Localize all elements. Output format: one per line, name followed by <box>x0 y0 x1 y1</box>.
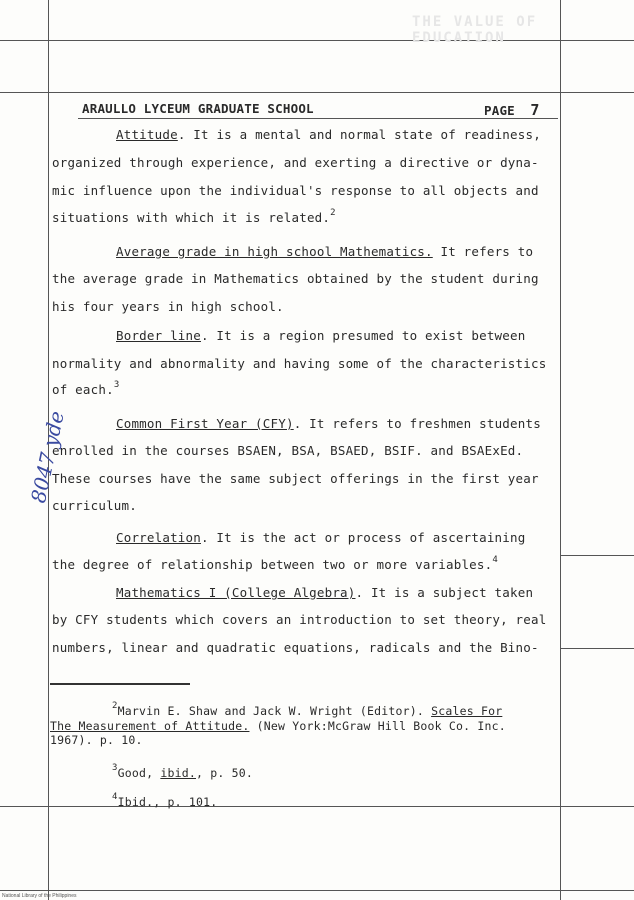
school-title: ARAULLO LYCEUM GRADUATE SCHOOL <box>82 101 314 116</box>
body-line: These courses have the same subject offerings in the first year <box>52 471 539 486</box>
body-line: numbers, linear and quadratic equations, radicals and the Bino- <box>52 640 539 655</box>
footnote-2-line-2: The Measurement of Attitude. (New York:McGraw Hill Book Co. Inc. <box>50 719 506 733</box>
handwritten-margin-note: 8047 yde <box>26 408 69 505</box>
body-line: Common First Year (CFY). It refers to freshmen students <box>116 416 541 431</box>
defined-term: Attitude <box>116 127 178 142</box>
defined-term: Border line <box>116 328 201 343</box>
body-line: enrolled in the courses BSAEN, BSA, BSAED, BSIF. and BSAExEd. <box>52 443 524 458</box>
footnote-ref: 3 <box>113 380 120 390</box>
body-line: Average grade in high school Mathematics. It refers to <box>116 244 534 259</box>
body-line: Attitude. It is a mental and normal state of readiness, <box>116 127 541 142</box>
right-margin-line <box>560 0 561 900</box>
right-rule-1 <box>560 555 634 556</box>
body-line: the average grade in Mathematics obtained by the student during <box>52 271 539 286</box>
body-line: situations with which it is related.$^2$ <box>52 208 336 225</box>
body-line: organized through experience, and exerting a directive or dyna- <box>52 155 539 170</box>
body-line: Mathematics I (College Algebra). It is a subject taken <box>116 585 534 600</box>
body-line: the degree of relationship between two or more variables.$^4$ <box>52 555 498 572</box>
bottom-rule <box>0 806 634 807</box>
page-number: 7 <box>530 101 540 119</box>
footnote-rule <box>50 683 190 685</box>
defined-term: Common First Year (CFY) <box>116 416 294 431</box>
defined-term: Average grade in high school Mathematics. <box>116 244 433 259</box>
body-line: Border line. It is a region presumed to exist between <box>116 328 526 343</box>
footnote-2-line-3: 1967). p. 10. <box>50 733 143 747</box>
library-credit: National Library of the Philippines <box>2 893 77 899</box>
footnote-ref: 4 <box>492 555 498 565</box>
ghost-text: THE VALUE OF EDUCATION <box>412 14 538 46</box>
top-rule-2 <box>0 92 634 93</box>
footnote-ref: 2 <box>330 208 336 218</box>
body-line: Correlation. It is the act or process of ascertaining <box>116 530 526 545</box>
body-line: by CFY students which covers an introduction to set theory, real <box>52 612 547 627</box>
body-line: mic influence upon the individual's response to all objects and <box>52 183 539 198</box>
right-rule-2 <box>560 648 634 649</box>
defined-term: Mathematics I (College Algebra) <box>116 585 356 600</box>
footnote-3: $^3$Good, ibid., p. 50. <box>112 763 253 780</box>
body-line: his four years in high school. <box>52 299 284 314</box>
body-line: curriculum. <box>52 498 137 513</box>
footnote-4: $^4$Ibid., p. 101. <box>112 792 218 809</box>
defined-term: Correlation <box>116 530 201 545</box>
bottom-rule-2 <box>0 890 634 891</box>
body-line: normality and abnormality and having some of the characteristics <box>52 356 547 371</box>
footnote-2-line-1: $^2$Marvin E. Shaw and Jack W. Wright (Editor). Scales For <box>112 701 503 718</box>
body-line: of each.$^3$ <box>52 380 120 397</box>
page-label: PAGE 7 <box>484 101 540 119</box>
